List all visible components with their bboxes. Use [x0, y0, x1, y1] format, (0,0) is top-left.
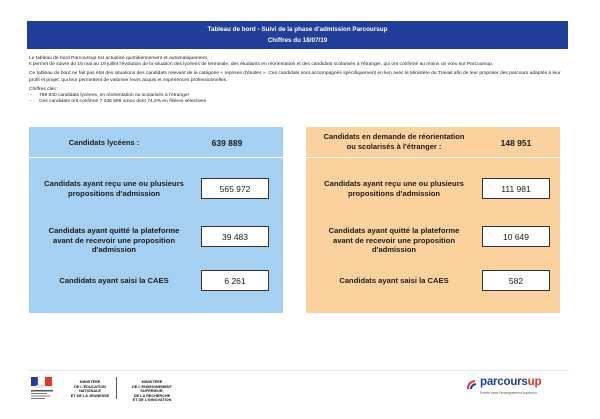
intro-line-2: Il permet de suivre du 15 mai au 19 juillet l'évolution de la situation des lycéens de terminale, des étudiants en réorientation et des candidats scolarisés à l'étranger, qui ont confirmé au moins un vœu sur Parcoursup. — [29, 62, 494, 68]
lyceens-header-label: Candidats lycéens : — [68, 138, 140, 147]
intro-text — [29, 56, 569, 105]
brand-suffix: up — [527, 376, 542, 388]
divider — [306, 157, 560, 158]
footer-divider — [29, 370, 569, 371]
parcoursup-tagline: Entrée dans l'enseignement supérieur — [480, 391, 538, 395]
cites-label: Chiffres clés : — [29, 86, 59, 92]
panel-reorientation — [306, 127, 560, 313]
lyceens-left-value: 39 483 — [201, 226, 269, 247]
reorientation-header-label: Candidats en demande de réorientation ou scolarisés à l'étranger : — [323, 132, 465, 151]
ministry-line: ET DE LA JEUNESSE — [70, 393, 110, 398]
lyceens-header-value: 639 889 — [211, 138, 243, 148]
reorientation-caes-label: Candidats ayant saisi la CAES — [339, 276, 449, 285]
reorientation-left-label: Candidats ayant quitté la plateforme avant de recevoir une proposition d'admission — [328, 226, 460, 254]
divider — [29, 157, 283, 158]
brand-prefix: parcours — [480, 376, 528, 388]
key-figures-list — [29, 93, 569, 105]
intro-paragraph-1 — [29, 56, 569, 68]
list-item: - 789 840 candidats lycéens, en réorientation ou scolarisés à l'étranger — [29, 93, 569, 99]
lyceens-caes-label: Candidats ayant saisi la CAES — [59, 276, 169, 285]
page-subtitle: Chiffres du 18/07/19 — [267, 37, 328, 44]
intro-paragraph-2: Ce tableau de bord ne fait pas état des situations des candidats relevant de la catégorie « reprises d'études ». Ces candidats sont accompagnés spécifiquement en lien avec le Ministère du Travail afin de leur proposer des parcours adaptés à leur profil et projet, qui leur permettent de valoriser leurs acquis et expériences professionnelles. — [29, 71, 561, 83]
page-title: Tableau de bord - Suivi de la phase d'admission Parcoursup — [207, 26, 388, 33]
reorientation-header-value: 148 951 — [500, 138, 532, 148]
page-header — [27, 21, 568, 49]
ministry-line: DE LA RECHERCHE — [133, 393, 171, 398]
ministry-higher-education — [120, 380, 184, 403]
ministry-line: DE L'ÉDUCATION — [74, 384, 106, 389]
ministry-line: ET DE L'INNOVATION — [132, 398, 172, 403]
ministry-line: DE L'ENSEIGNEMENT SUPÉRIEUR, — [132, 384, 172, 394]
list-item: - Ces candidats ont confirmé 7 436 669 vœux dont 74,2% en filières sélectives — [29, 99, 569, 105]
lyceens-proposals-value: 565 972 — [201, 178, 269, 199]
marianne-logo — [29, 375, 65, 405]
parcoursup-mark-icon — [466, 378, 479, 391]
reorientation-caes-value: 582 — [482, 270, 550, 291]
ministry-education — [68, 380, 112, 398]
lyceens-left-label: Candidats ayant quitté la plateforme avant de recevoir une proposition d'admission — [48, 226, 180, 254]
lyceens-caes-value: 6 261 — [201, 270, 269, 291]
panel-lyceens — [29, 127, 283, 313]
parcoursup-logo — [480, 376, 541, 388]
lyceens-proposals-label: Candidats ayant reçu une ou plusieurs propositions d'admission — [44, 179, 184, 198]
reorientation-proposals-label: Candidats ayant reçu une ou plusieurs propositions d'admission — [324, 179, 464, 198]
intro-line-1: Le tableau de bord Parcoursup est actualisé quotidiennement et automatiquement. — [29, 56, 209, 61]
reorientation-proposals-value: 111 981 — [482, 178, 550, 199]
reorientation-left-value: 10 649 — [482, 226, 550, 247]
ministry-separator — [116, 377, 117, 399]
ministry-line: MINISTÈRE — [141, 380, 163, 384]
ministry-line: NATIONALE — [79, 389, 101, 394]
ministry-line: MINISTÈRE — [79, 380, 101, 384]
